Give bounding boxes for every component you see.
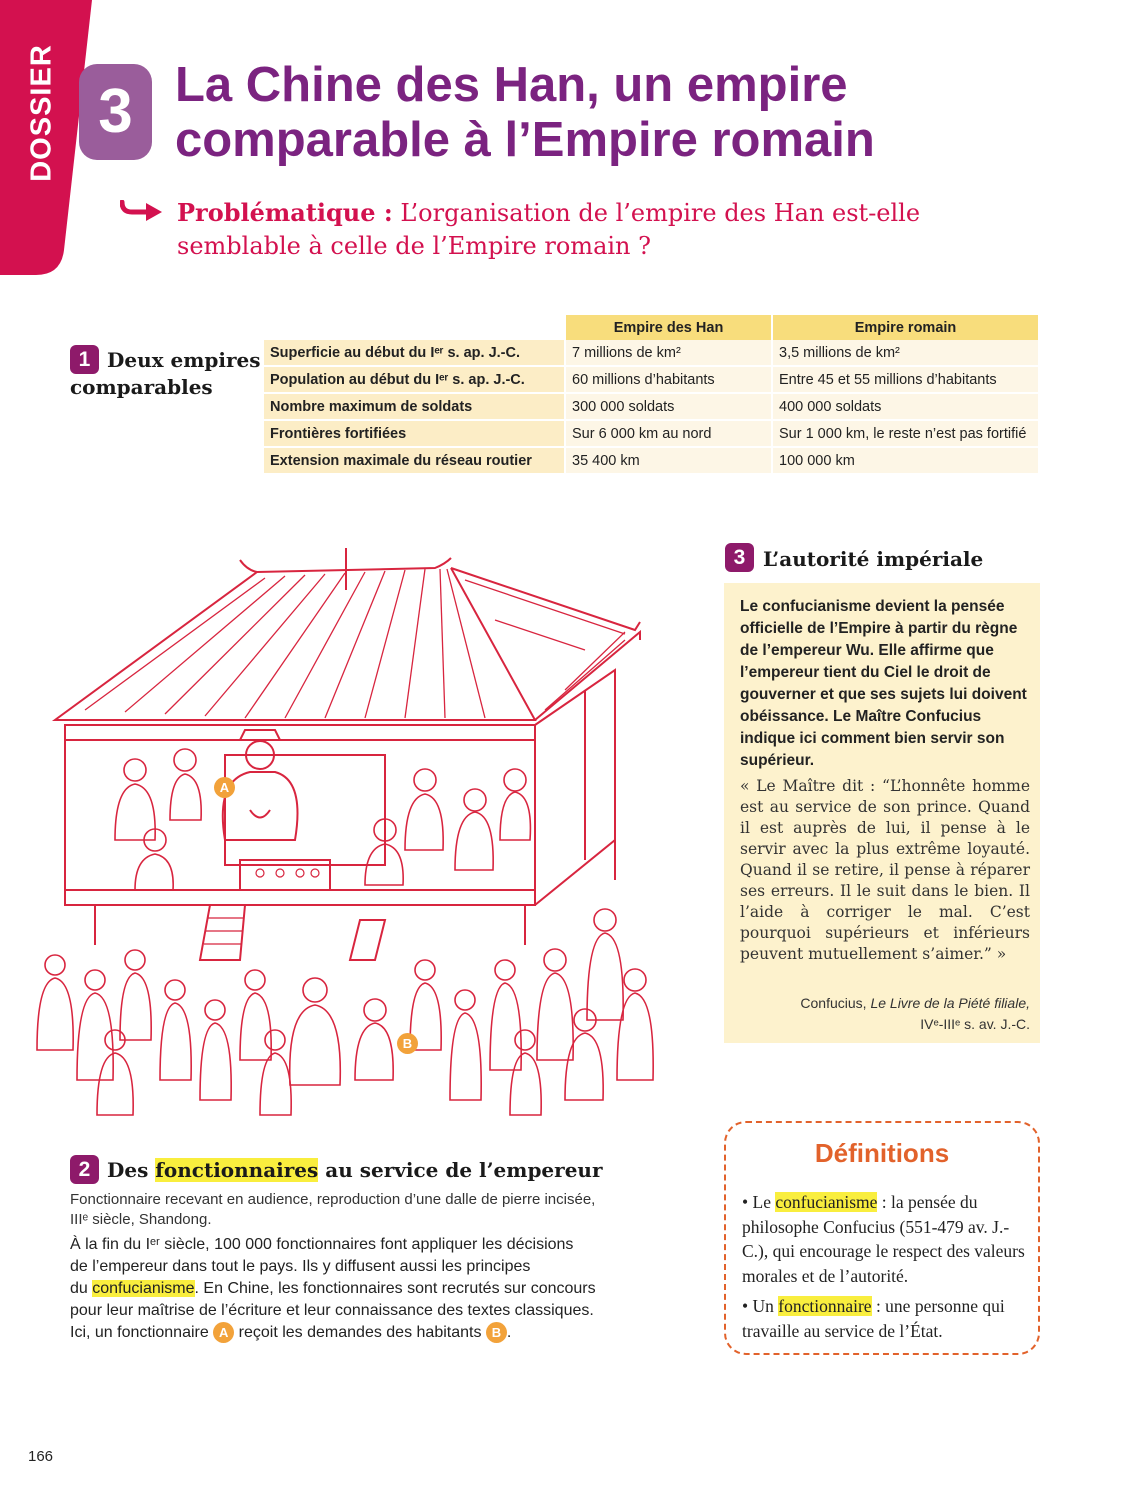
body-line-1: À la fin du Iᵉʳ siècle, 100 000 fonctionnaires font appliquer les décisions <box>70 1236 574 1253</box>
cell-han: 60 millions d’habitants <box>566 365 771 392</box>
problematique <box>177 196 1037 263</box>
body-line-4: pour leur maîtrise de l’écriture et leur connaissance des textes classiques. <box>70 1302 594 1319</box>
doc2-title-pre: Des <box>107 1158 156 1182</box>
def1-term: confucianisme <box>775 1192 878 1212</box>
cell-rome: Entre 45 et 55 millions d’habitants <box>773 365 1038 392</box>
row-label: Superficie au début du Iᵉʳ s. ap. J.-C. <box>264 340 564 365</box>
definitions-title: Définitions <box>814 1138 950 1168</box>
body-line-3-post: . En Chine, les fonctionnaires sont recrutés sur concours <box>194 1280 596 1297</box>
def2-term: fonctionnaire <box>778 1296 872 1316</box>
doc2-badge: 2 <box>70 1155 99 1184</box>
dossier-number-block <box>79 64 152 160</box>
cell-han: 7 millions de km² <box>566 340 771 365</box>
doc1-title-line-1: Deux empires <box>107 348 261 372</box>
problematique-label: Problématique : <box>177 198 393 227</box>
audience-engraving-illustration <box>25 540 675 1130</box>
table-row <box>264 340 1038 365</box>
arrow-right-icon <box>120 200 164 222</box>
problematique-line-1: L’organisation de l’empire des Han est-elle <box>392 199 921 227</box>
row-label: Frontières fortifiées <box>264 419 564 446</box>
page-title <box>175 58 1075 168</box>
def1-text: : la pensée du philosophe Confucius (551-479 av. J.-C.), qui encourage le respect des valeurs morales et de l’autorité. <box>742 1192 1025 1286</box>
problematique-line-2: semblable à celle de l’Empire romain ? <box>177 232 651 260</box>
source-date: IVᵉ-IIIᵉ s. av. J.-C. <box>920 1016 1030 1032</box>
caption-line-1: Fonctionnaire recevant en audience, reproduction d’une dalle de pierre incisée, <box>70 1191 596 1208</box>
def2-text: : une personne qui travaille au service de l’État. <box>742 1296 1005 1341</box>
dossier-label-box <box>10 44 74 182</box>
table-row <box>264 419 1038 446</box>
def1-pre: • Le <box>742 1192 776 1212</box>
inline-marker-b: B <box>486 1322 507 1343</box>
caption-line-2: IIIᵉ siècle, Shandong. <box>70 1211 212 1228</box>
column-header-rome: Empire romain <box>773 315 1038 340</box>
inline-marker-a: A <box>213 1322 234 1343</box>
cell-han: 300 000 soldats <box>566 392 771 419</box>
doc2-caption <box>70 1190 630 1230</box>
marker-b: B <box>397 1033 418 1054</box>
definition-item <box>742 1190 1027 1288</box>
row-label: Extension maximale du réseau routier <box>264 446 564 473</box>
doc3-quote: « Le Maître dit : “L’honnête homme est au service de son prince. Quand il est auprès de lui, il pense à le servir avec la plus extrême loyauté. Quand il se retire, il pense à réparer ses erreurs. Il le suit dans le bien. Il l’aide à corriger le mal. C’est pourquoi supérieurs et inférieurs peuvent mutuellement s’aimer.” » <box>740 777 1030 963</box>
cell-rome: 3,5 millions de km² <box>773 340 1038 365</box>
body-line-5-a: Ici, un fonctionnaire <box>70 1324 214 1341</box>
table-row <box>264 446 1038 473</box>
doc1-badge: 1 <box>70 345 99 374</box>
column-header-han: Empire des Han <box>566 315 771 340</box>
doc2-title-post: au service de l’empereur <box>318 1158 603 1182</box>
body-line-3 <box>70 1278 630 1300</box>
body-line-5-c: . <box>506 1324 512 1341</box>
row-label: Nombre maximum de soldats <box>264 392 564 419</box>
doc3-intro: Le confucianisme devient la pensée officielle de l’Empire à partir du règne de l’empereur Wu. Elle affirme que l’empereur tient du Ciel le droit de gouverner et que ses sujets lui doivent obéissance. Le Maître Confucius indique ici comment bien servir son supérieur. <box>740 598 1027 769</box>
cell-rome: Sur 1 000 km, le reste n’est pas fortifié <box>773 419 1038 446</box>
def2-pre: • Un <box>742 1296 779 1316</box>
doc3-badge: 3 <box>725 543 754 572</box>
dossier-label: DOSSIER <box>25 44 58 182</box>
cell-han: Sur 6 000 km au nord <box>566 419 771 446</box>
cell-han: 35 400 km <box>566 446 771 473</box>
page-number: 166 <box>28 1448 54 1465</box>
body-line-5-b: reçoit les demandes des habitants <box>234 1324 486 1341</box>
definition-item <box>742 1294 1027 1343</box>
comparison-table <box>262 315 1040 473</box>
table-corner <box>264 315 564 340</box>
cell-rome: 400 000 soldats <box>773 392 1038 419</box>
marker-a: A <box>214 777 235 798</box>
dossier-number: 3 <box>98 77 133 146</box>
body-line-5 <box>70 1322 630 1344</box>
title-line-2: comparable à l’Empire romain <box>175 113 875 167</box>
doc2-body <box>70 1234 630 1344</box>
body-line-2: de l’empereur dans tout le pays. Ils y diffusent aussi les principes <box>70 1258 531 1275</box>
row-label: Population au début du Iᵉʳ s. ap. J.-C. <box>264 365 564 392</box>
source-title: Le Livre de la Piété filiale, <box>870 995 1030 1011</box>
source-author: Confucius, <box>800 995 871 1011</box>
cell-rome: 100 000 km <box>773 446 1038 473</box>
title-line-1: La Chine des Han, un empire <box>175 58 848 112</box>
doc2-title-term: fonctionnaires <box>155 1158 319 1182</box>
doc3-title: L’autorité impériale <box>763 547 984 571</box>
doc1-title-line-2: comparables <box>70 375 213 399</box>
table-row <box>264 392 1038 419</box>
doc3-source <box>740 993 1030 1035</box>
body-line-3-term: confucianisme <box>92 1280 195 1297</box>
doc2-title <box>107 1158 603 1182</box>
table-row <box>264 365 1038 392</box>
definitions-list <box>742 1190 1027 1343</box>
body-line-3-pre: du <box>70 1280 93 1297</box>
